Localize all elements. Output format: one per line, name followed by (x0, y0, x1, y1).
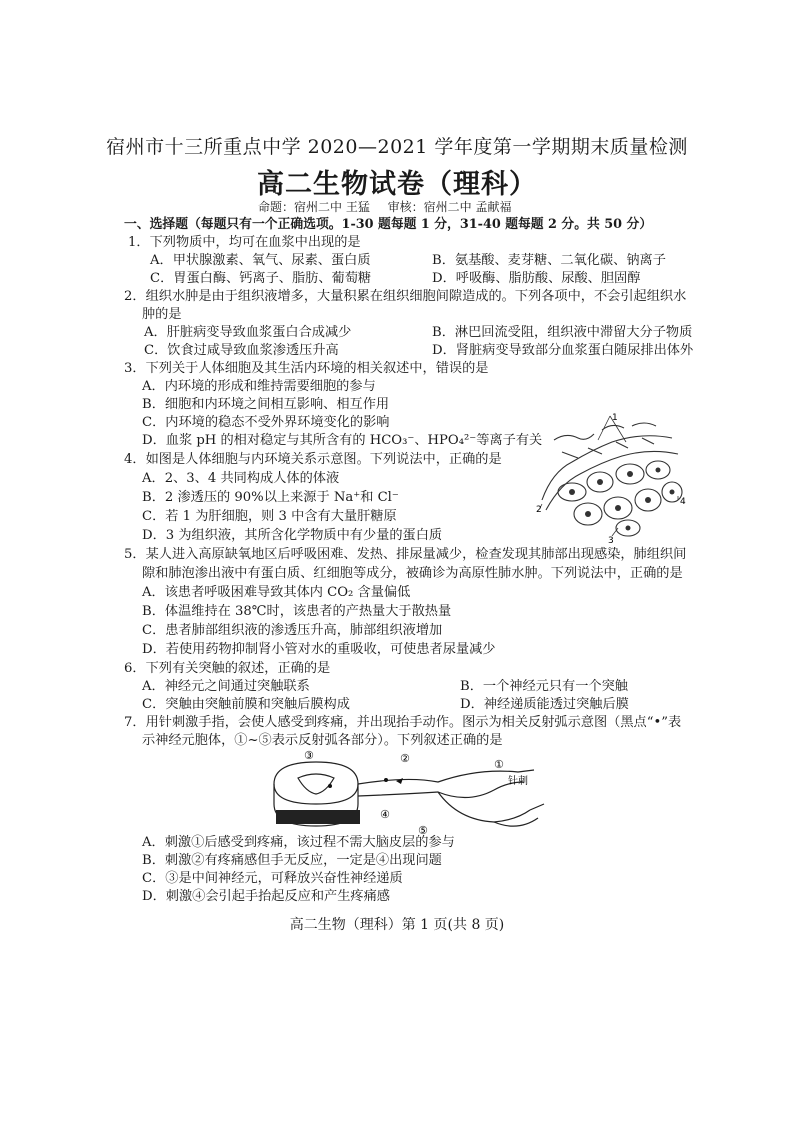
fig4-label-4: 4 (680, 497, 686, 507)
q1-option-a: A．甲状腺激素、氧气、尿素、蛋白质 (150, 253, 371, 268)
q7-option-a: A．刺激①后感受到疼痛，该过程不需大脑皮层的参与 (142, 835, 455, 850)
q1-option-d: D．呼吸酶、脂肪酸、尿酸、胆固醇 (432, 271, 641, 286)
q7-option-d: D．刺激④会引起手抬起反应和产生疼痛感 (142, 889, 390, 904)
q2-option-b: B．淋巴回流受阻，组织液中滞留大分子物质 (432, 325, 693, 340)
q5-option-b: B．体温维持在 38℃时，该患者的产热量大于散热量 (142, 604, 452, 619)
fig7-label-2: ② (400, 752, 410, 765)
fig7-label-3: ③ (304, 749, 314, 762)
fig7-label-needle: 针刺 (508, 776, 528, 787)
reviewer-name: 审核：宿州二中 孟献福 (387, 200, 512, 214)
q1-option-c: C．胃蛋白酶、钙离子、脂肪、葡萄糖 (150, 271, 372, 286)
fig4-label-1: 1 (612, 413, 618, 423)
q2-option-a: A．肝脏病变导致血浆蛋白合成减少 (144, 325, 352, 340)
author-name: 命题：宿州二中 王猛 (258, 200, 370, 214)
q7-stem: 7．用针刺激手指，会使人感受到疼痛，并出现抬手动作。图示为相关反射弧示意图（黑点“•”表 (124, 715, 682, 730)
q2-stem-cont: 肿的是 (142, 307, 182, 322)
section-heading: 一、选择题（每题只有一个正确选项。1-30 题每题 1 分，31-40 题每题 2 分。共 50 分） (124, 217, 653, 232)
fig7-label-5: ⑤ (418, 824, 428, 836)
q5-option-c: C．患者肺部组织液的渗透压升高，肺部组织液增加 (142, 623, 443, 638)
reflex-arc-figure (268, 748, 552, 836)
q2-option-c: C．饮食过咸导致血浆渗透压升高 (144, 343, 339, 358)
q1-stem: 1．下列物质中，均可在血浆中出现的是 (128, 235, 361, 250)
q6-option-c: C．突触由突触前膜和突触后膜构成 (142, 697, 350, 712)
cell-environment-figure (532, 412, 688, 544)
q3-option-b: B．细胞和内环境之间相互影响、相互作用 (142, 397, 390, 412)
q2-option-d: D．肾脏病变导致部分血浆蛋白随尿排出体外 (432, 343, 694, 358)
page-footer: 高二生物（理科）第 1 页(共 8 页) (289, 917, 505, 933)
exam-header: 宿州市十三所重点中学 2020—2021 学年度第一学期期末质量检测 (106, 136, 688, 158)
q3-option-d: D．血浆 pH 的相对稳定与其所含有的 HCO₃⁻、HPO₄²⁻等离子有关 (142, 433, 543, 448)
q2-stem: 2．组织水肿是由于组织液增多，大量积累在组织细胞间隙造成的。下列各项中，不会引起组织水 (124, 289, 687, 304)
q6-option-a: A．神经元之间通过突触联系 (142, 679, 310, 694)
q5-stem-cont: 隙和肺泡渗出液中有蛋白质、红细胞等成分，被确诊为高原性肺水肿。下列说法中，正确的是 (142, 566, 683, 581)
q7-stem-cont: 示神经元胞体，①~⑤表示反射弧各部分）。下列叙述正确的是 (142, 733, 503, 748)
q7-option-b: B．刺激②有疼痛感但手无反应，一定是④出现问题 (142, 853, 442, 868)
fig7-label-1: ① (494, 758, 504, 771)
q3-stem: 3．下列关于人体细胞及其生活内环境的相关叙述中，错误的是 (124, 361, 489, 376)
q4-option-c: C．若 1 为肝细胞，则 3 中含有大量肝糖原 (142, 509, 397, 524)
q7-option-c: C．③是中间神经元，可释放兴奋性神经递质 (142, 871, 403, 886)
q6-option-b: B．一个神经元只有一个突触 (460, 679, 628, 694)
fig7-label-4: ④ (380, 808, 390, 821)
author-line (258, 198, 525, 215)
q5-stem: 5．某人进入高原缺氧地区后呼吸困难、发热、排尿量减少，检查发现其肺部出现感染，肺组织间 (124, 547, 687, 562)
q5-option-d: D．若使用药物抑制肾小管对水的重吸收，可使患者尿量减少 (142, 642, 496, 657)
q4-option-b: B．2 渗透压的 90%以上来源于 Na⁺和 Cl⁻ (142, 490, 399, 505)
q6-option-d: D．神经递质能透过突触后膜 (460, 697, 629, 712)
q3-option-a: A．内环境的形成和维持需要细胞的参与 (142, 379, 376, 394)
q1-option-b: B．氨基酸、麦芽糖、二氧化碳、钠离子 (432, 253, 666, 268)
fig4-label-2: 2 (536, 505, 542, 515)
fig4-label-3: 3 (608, 536, 614, 544)
q3-option-c: C．内环境的稳态不受外界环境变化的影响 (142, 415, 390, 430)
q4-option-a: A．2、3、4 共同构成人体的体液 (142, 471, 340, 486)
page-title: 高二生物试卷（理科） (257, 169, 537, 200)
q6-stem: 6．下列有关突触的叙述，正确的是 (124, 661, 331, 676)
q4-option-d: D．3 为组织液，其所含化学物质中有少量的蛋白质 (142, 528, 443, 543)
q4-stem: 4．如图是人体细胞与内环境关系示意图。下列说法中，正确的是 (124, 452, 502, 467)
q5-option-a: A．该患者呼吸困难导致其体内 CO₂ 含量偏低 (142, 585, 411, 600)
